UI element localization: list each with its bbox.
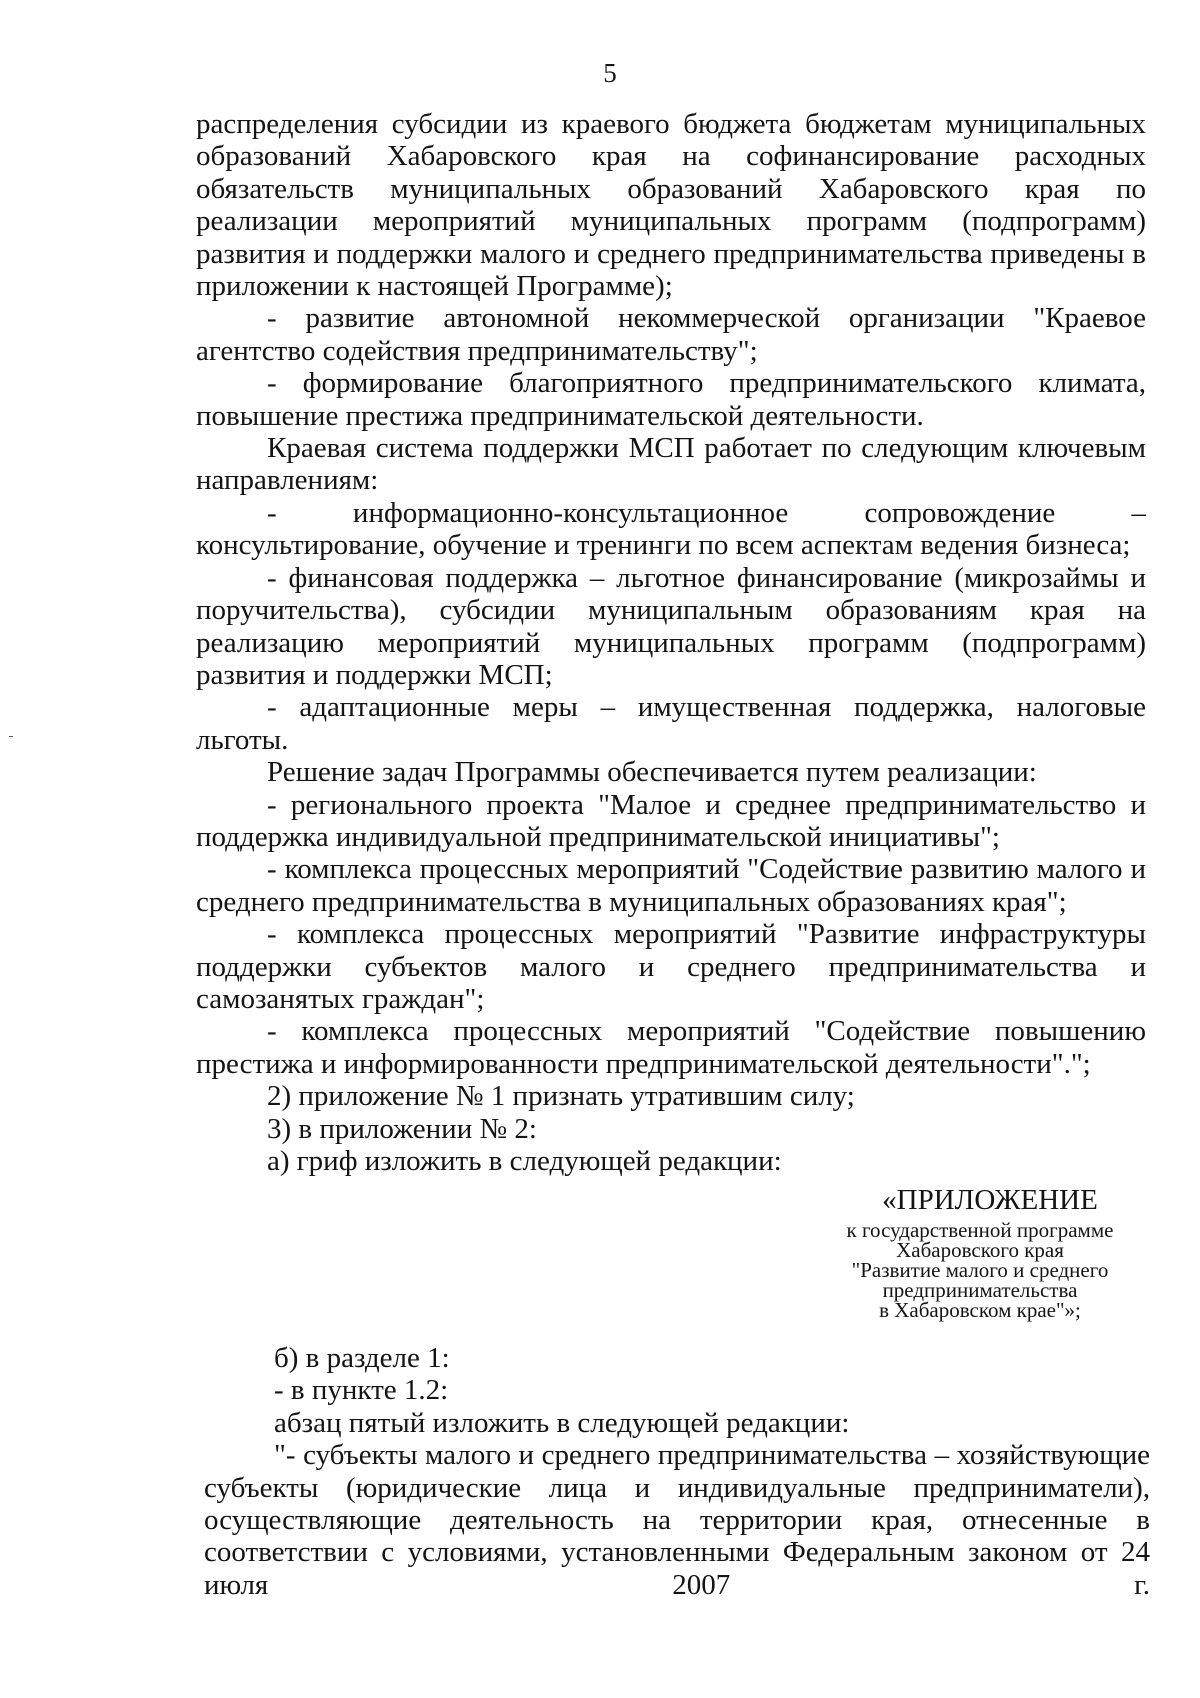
paragraph: - формирование благоприятного предпринимательского климата, повышение престижа предпринимательской деятельности. xyxy=(196,367,1146,432)
paragraph: Решение задач Программы обеспечивается путем реализации: xyxy=(267,756,1037,789)
paragraph: - финансовая поддержка – льготное финансирование (микрозаймы и поручительства), субсидии муниципальным образованиям края на реализацию мероприятий муниципальных программ (подпрограмм) развития и поддержки МСП; xyxy=(196,561,1146,691)
paragraph: - информационно-консультационное сопровождение – консультирование, обучение и тренинги по всем аспектам ведения бизнеса; xyxy=(196,496,1146,562)
paragraph: б) в разделе 1: xyxy=(274,1342,450,1374)
paragraph: - в пункте 1.2: xyxy=(274,1374,449,1407)
scan-margin-mark xyxy=(9,736,13,737)
paragraph: - адаптационные меры – имущественная поддержка, налоговые льготы. xyxy=(196,691,1146,756)
body-text xyxy=(196,108,1146,1177)
paragraph: 3) в приложении № 2: xyxy=(267,1112,537,1145)
appendix-stamp-line: Хабаровского края xyxy=(896,1238,1064,1262)
paragraph: - комплекса процессных мероприятий "Содействие развитию малого и среднего предпринимательства в муниципальных образованиях края"; xyxy=(196,853,1146,918)
appendix-stamp-line: в Хабаровском крае"»; xyxy=(879,1298,1081,1322)
appendix-stamp-title: «ПРИЛОЖЕНИЕ xyxy=(882,1184,1098,1216)
appendix-stamp-line: предпринимательства xyxy=(882,1278,1078,1302)
paragraph: распределения субсидии из краевого бюджета бюджетам муниципальных образований Хабаровского края на софинансирование расходных обязательств муниципальных образований Хабаровского края по реализации мероприятий муниципальных программ (подпрограмм) развития и поддержки малого и среднего предпринимательства приведены в приложении к настоящей Программе); xyxy=(196,108,1146,303)
paragraph: - комплекса процессных мероприятий "Содействие повышению престижа и информированности предпринимательской деятельности"."; xyxy=(196,1015,1146,1080)
paragraph: - комплекса процессных мероприятий "Развитие инфраструктуры поддержки субъектов малого и среднего предпринимательства и самозанятых граждан"; xyxy=(196,918,1146,1015)
appendix-stamp-line: к государственной программе xyxy=(846,1218,1114,1242)
appendix-stamp-line: "Развитие малого и среднего xyxy=(851,1258,1109,1282)
paragraph: 2) приложение № 1 признать утратившим силу; xyxy=(267,1080,855,1113)
paragraph: - развитие автономной некоммерческой организации "Краевое агентство содействия предпринимательству"; xyxy=(196,302,1146,367)
paragraph: - регионального проекта "Малое и среднее предпринимательство и поддержка индивидуальной предпринимательской инициативы"; xyxy=(196,788,1146,853)
paragraph: Краевая система поддержки МСП работает по следующим ключевым направлениям: xyxy=(196,432,1146,497)
paragraph: "- субъекты малого и среднего предпринимательства – хозяйствующие субъекты (юридические лица и индивидуальные предприниматели), осуществляющие деятельность на территории края, отнесенные в соответствии с условиями, установленными Федеральным законом от 24 июля 2007 г. xyxy=(204,1439,1150,1601)
appendix-stamp xyxy=(800,1184,1160,1320)
paragraph: абзац пятый изложить в следующей редакции: xyxy=(274,1406,850,1439)
paragraph: а) гриф изложить в следующей редакции: xyxy=(267,1145,782,1177)
tail-text xyxy=(204,1342,1150,1601)
page-number: 5 xyxy=(603,58,617,88)
